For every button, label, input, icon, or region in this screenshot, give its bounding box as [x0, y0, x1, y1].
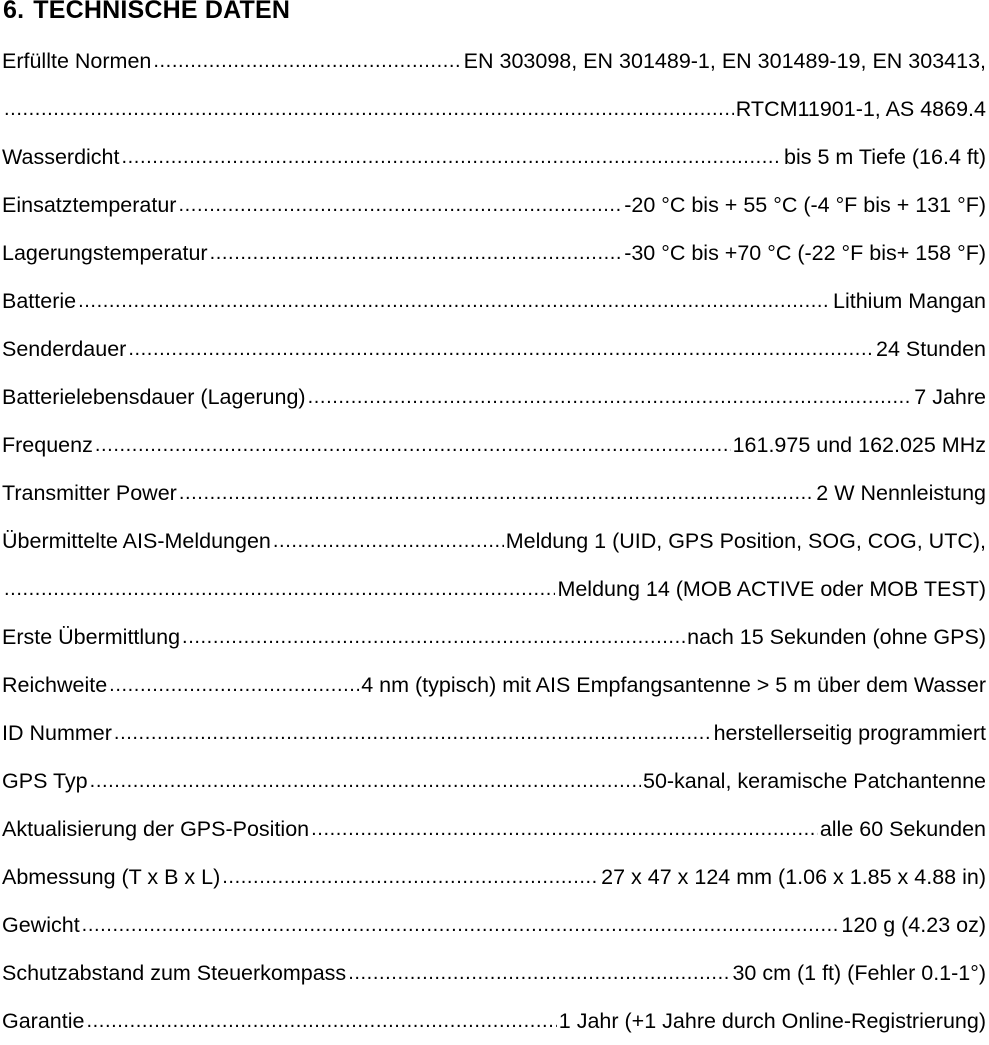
- dot-leader: [90, 770, 641, 792]
- spec-value: 27 x 47 x 124 mm (1.06 x 1.85 x 4.88 in): [601, 864, 986, 889]
- spec-value: Meldung 1 (UID, GPS Position, SOG, COG, UTC),: [505, 528, 986, 553]
- spec-value: 1 Jahr (+1 Jahre durch Online-Registrierung): [558, 1008, 986, 1033]
- spec-label: GPS Typ: [2, 768, 88, 793]
- spec-row-id-number: [2, 709, 986, 757]
- spec-value: EN 303098, EN 301489-1, EN 301489-19, EN 303413,: [463, 48, 986, 73]
- spec-row-ais-messages-continued: [2, 565, 986, 613]
- spec-label: Wasserdicht: [2, 144, 120, 169]
- spec-label: Batterie: [2, 288, 77, 313]
- spec-label: Erste Übermittlung: [2, 624, 181, 649]
- dot-leader: [95, 434, 731, 456]
- dot-leader: [348, 962, 730, 984]
- spec-row-transmit-duration: [2, 325, 986, 373]
- spec-label: Reichweite: [2, 672, 108, 697]
- spec-row-transmitter-power: [2, 469, 986, 517]
- spec-value: nach 15 Sekunden (ohne GPS): [687, 624, 986, 649]
- spec-value: Lithium Mangan: [833, 288, 986, 313]
- dot-leader: [128, 338, 874, 360]
- spec-value: 4 nm (typisch) mit AIS Empfangsantenne > 5 m über dem Wasser: [361, 672, 986, 697]
- dot-leader: [179, 482, 814, 504]
- spec-row-battery: [2, 277, 986, 325]
- section-title: TECHNISCHE DATEN: [33, 0, 291, 24]
- spec-row-dimensions: [2, 853, 986, 901]
- spec-label: Senderdauer: [2, 336, 127, 361]
- spec-value: bis 5 m Tiefe (16.4 ft): [784, 144, 986, 169]
- spec-value: -20 °C bis + 55 °C (-4 °F bis + 131 °F): [624, 192, 986, 217]
- dot-leader: [109, 674, 359, 696]
- spec-row-compass-distance: [2, 949, 986, 997]
- spec-label: Frequenz: [2, 432, 93, 457]
- dot-leader: [86, 1010, 556, 1032]
- dot-leader: [78, 290, 831, 312]
- spec-row-ais-messages: [2, 517, 986, 565]
- dot-leader: [114, 722, 712, 744]
- spec-label: Gewicht: [2, 912, 80, 937]
- spec-value: 161.975 und 162.025 MHz: [732, 432, 986, 457]
- spec-row-norms: [2, 37, 986, 85]
- spec-row-norms-continued: [2, 85, 986, 133]
- dot-leader: [182, 626, 685, 648]
- spec-label: Transmitter Power: [2, 480, 177, 505]
- spec-value: Meldung 14 (MOB ACTIVE oder MOB TEST): [557, 576, 986, 601]
- dot-leader: [4, 98, 734, 120]
- spec-value: RTCM11901-1, AS 4869.4: [735, 96, 986, 121]
- spec-row-storage-temperature: [2, 229, 986, 277]
- spec-row-operating-temperature: [2, 181, 986, 229]
- spec-value: herstellerseitig programmiert: [713, 720, 986, 745]
- spec-label: Abmessung (T x B x L): [2, 864, 221, 889]
- dot-leader: [178, 194, 622, 216]
- spec-value: alle 60 Sekunden: [819, 816, 986, 841]
- dot-leader: [222, 866, 599, 888]
- dot-leader: [4, 578, 555, 600]
- spec-value: 24 Stunden: [876, 336, 986, 361]
- dot-leader: [273, 530, 504, 552]
- dot-leader: [308, 386, 913, 408]
- spec-value: 50-kanal, keramische Patchantenne: [642, 768, 986, 793]
- spec-label: Übermittelte AIS-Meldungen: [2, 528, 271, 553]
- spec-row-battery-life: [2, 373, 986, 421]
- spec-label: Aktualisierung der GPS-Position: [2, 816, 310, 841]
- spec-row-gps-type: [2, 757, 986, 805]
- spec-label: Einsatztemperatur: [2, 192, 177, 217]
- dot-leader: [153, 50, 461, 72]
- dot-leader: [121, 146, 782, 168]
- spec-label: Schutzabstand zum Steuerkompass: [2, 960, 347, 985]
- spec-label: Garantie: [2, 1008, 85, 1033]
- spec-value: 7 Jahre: [914, 384, 986, 409]
- dot-leader: [82, 914, 840, 936]
- dot-leader: [311, 818, 818, 840]
- spec-row-first-transmission: [2, 613, 986, 661]
- spec-row-range: [2, 661, 986, 709]
- dot-leader: [210, 242, 623, 264]
- section-heading: [3, 0, 290, 25]
- spec-label: Lagerungstemperatur: [2, 240, 208, 265]
- spec-label: Batterielebensdauer (Lagerung): [2, 384, 306, 409]
- spec-value: 30 cm (1 ft) (Fehler 0.1-1°): [732, 960, 986, 985]
- spec-row-weight: [2, 901, 986, 949]
- spec-row-gps-update: [2, 805, 986, 853]
- section-number: 6.: [3, 0, 25, 24]
- spec-label: ID Nummer: [2, 720, 112, 745]
- spec-row-frequency: [2, 421, 986, 469]
- spec-row-waterproof: [2, 133, 986, 181]
- spec-label: Erfüllte Normen: [2, 48, 152, 73]
- spec-value: -30 °C bis +70 °C (-22 °F bis+ 158 °F): [624, 240, 986, 265]
- spec-value: 120 g (4.23 oz): [841, 912, 986, 937]
- spec-value: 2 W Nennleistung: [816, 480, 986, 505]
